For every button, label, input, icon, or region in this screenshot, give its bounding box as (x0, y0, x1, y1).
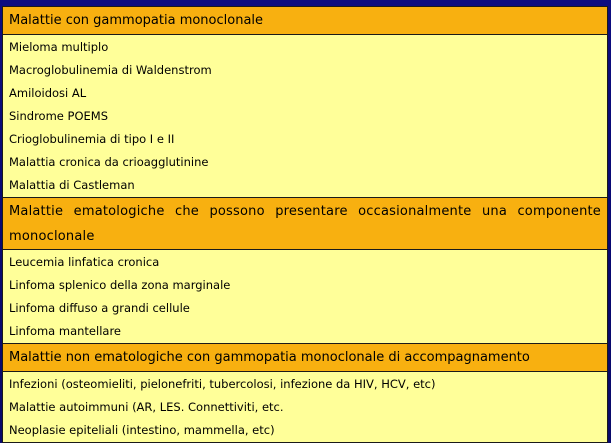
section-header-line: monoclonale (9, 229, 95, 244)
section-header-non-hematologic: Malattie non ematologiche con gammopatia monoclonale di accompagnamento (3, 344, 607, 372)
list-item: Leucemia linfatica cronica (9, 255, 160, 269)
section-body-monoclonal-gammopathy (3, 35, 607, 198)
list-item: Infezioni (osteomieliti, pielonefriti, tubercolosi, infezione da HIV, HCV, etc) (9, 377, 436, 391)
section-body-non-hematologic (3, 372, 607, 442)
classification-table (2, 6, 608, 443)
list-item: Linfoma splenico della zona marginale (9, 278, 231, 292)
list-item: Malattie autoimmuni (AR, LES. Connettiviti, etc. (9, 400, 284, 414)
section-body-hematologic-occasional (3, 250, 607, 344)
section-header-hematologic-occasional (3, 198, 607, 250)
list-item: Sindrome POEMS (9, 109, 109, 123)
list-item: Malattia di Castleman (9, 178, 135, 192)
section-header-line: Malattie ematologiche che possono presentare occasionalmente una componente (9, 204, 601, 219)
list-item: Linfoma diffuso a grandi cellule (9, 301, 190, 315)
list-item: Crioglobulinemia di tipo I e II (9, 132, 175, 146)
list-item: Neoplasie epiteliali (intestino, mammella, etc) (9, 423, 275, 437)
section-header-monoclonal-gammopathy: Malattie con gammopatia monoclonale (3, 7, 607, 35)
list-item: Macroglobulinemia di Waldenstrom (9, 63, 212, 77)
list-item: Linfoma mantellare (9, 324, 121, 338)
list-item: Malattia cronica da crioagglutinine (9, 155, 209, 169)
list-item: Mieloma multiplo (9, 40, 109, 54)
list-item: Amiloidosi AL (9, 86, 87, 100)
